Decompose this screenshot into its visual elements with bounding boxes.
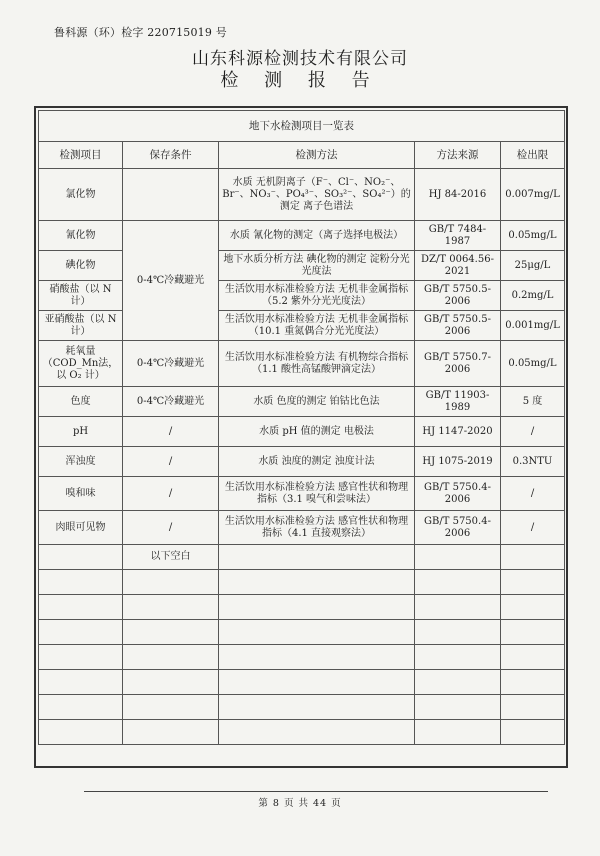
limit-cell: / (501, 511, 565, 545)
source-cell: GB/T 5750.5-2006 (415, 311, 501, 341)
source-cell: DZ/T 0064.56-2021 (415, 251, 501, 281)
method-cell: 生活饮用水标准检验方法 有机物综合指标（1.1 酸性高锰酸钾滴定法） (219, 341, 415, 387)
method-cell: 水质 无机阴离子（F⁻、Cl⁻、NO₂⁻、Br⁻、NO₃⁻、PO₄³⁻、SO₃²⁻、SO₄²⁻）的测定 离子色谱法 (219, 169, 415, 221)
method-cell: 生活饮用水标准检验方法 无机非金属指标（5.2 紫外分光光度法） (219, 281, 415, 311)
source-cell: HJ 1147-2020 (415, 417, 501, 447)
source-cell: HJ 84-2016 (415, 169, 501, 221)
limit-cell: 0.05mg/L (501, 341, 565, 387)
table-row (39, 447, 565, 477)
limit-cell: 5 度 (501, 387, 565, 417)
blank-row (39, 595, 565, 620)
item-cell: 浑浊度 (39, 447, 123, 477)
report-title: 检 测 报 告 (220, 70, 380, 91)
table-row (39, 311, 565, 341)
method-cell: 生活饮用水标准检验方法 无机非金属指标（10.1 重氮偶合分光光度法） (219, 311, 415, 341)
col-header-source: 方法来源 (415, 142, 501, 169)
table-row (39, 417, 565, 447)
limit-cell: 0.007mg/L (501, 169, 565, 221)
method-cell: 生活饮用水标准检验方法 感官性状和物理指标（4.1 直接观察法） (219, 511, 415, 545)
col-header-method: 检测方法 (219, 142, 415, 169)
table-row (39, 511, 565, 545)
storage-cell: 0-4℃冷藏避光 (123, 387, 219, 417)
item-cell: 嗅和味 (39, 477, 123, 511)
limit-cell: 0.2mg/L (501, 281, 565, 311)
limit-cell: / (501, 477, 565, 511)
table-row (39, 169, 565, 221)
item-cell: 耗氧量（COD_Mn法，以 O₂ 计） (39, 341, 123, 387)
blank-row (39, 695, 565, 720)
results-table (38, 110, 565, 745)
document-number: 鲁科源（环）检字 220715019 号 (54, 26, 227, 39)
limit-cell: 25μg/L (501, 251, 565, 281)
col-header-storage: 保存条件 (123, 142, 219, 169)
source-cell: GB/T 7484-1987 (415, 221, 501, 251)
item-cell: 碘化物 (39, 251, 123, 281)
table-row (39, 341, 565, 387)
source-cell: GB/T 5750.4-2006 (415, 511, 501, 545)
blank-row (39, 670, 565, 695)
limit-cell: 0.3NTU (501, 447, 565, 477)
method-cell: 水质 pH 值的测定 电极法 (219, 417, 415, 447)
page-number: 第 8 页 共 44 页 (258, 798, 342, 809)
storage-cell: / (123, 477, 219, 511)
item-cell: 肉眼可见物 (39, 511, 123, 545)
col-header-item: 检测项目 (39, 142, 123, 169)
source-cell: HJ 1075-2019 (415, 447, 501, 477)
limit-cell: 0.001mg/L (501, 311, 565, 341)
table-row (39, 251, 565, 281)
table-caption: 地下水检测项目一览表 (39, 111, 565, 142)
method-cell: 水质 浊度的测定 浊度计法 (219, 447, 415, 477)
storage-cell: / (123, 511, 219, 545)
table-row (39, 221, 565, 251)
table-row (39, 477, 565, 511)
blank-note: 以下空白 (123, 545, 219, 570)
item-cell: 亚硝酸盐（以 N 计） (39, 311, 123, 341)
blank-row (39, 645, 565, 670)
source-cell: GB/T 5750.4-2006 (415, 477, 501, 511)
source-cell: GB/T 11903-1989 (415, 387, 501, 417)
limit-cell: 0.05mg/L (501, 221, 565, 251)
blank-row (39, 570, 565, 595)
method-cell: 水质 氰化物的测定（离子选择电极法） (219, 221, 415, 251)
storage-cell (123, 169, 219, 221)
table-row (39, 281, 565, 311)
storage-cell: / (123, 447, 219, 477)
source-cell: GB/T 5750.5-2006 (415, 281, 501, 311)
item-cell: 氯化物 (39, 169, 123, 221)
item-cell: 硝酸盐（以 N 计） (39, 281, 123, 311)
storage-cell: / (123, 417, 219, 447)
company-name: 山东科源检测技术有限公司 (192, 49, 408, 69)
footer-divider (84, 791, 548, 792)
limit-cell: / (501, 417, 565, 447)
col-header-limit: 检出限 (501, 142, 565, 169)
blank-row (39, 620, 565, 645)
storage-cell: 0-4℃冷藏避光 (123, 341, 219, 387)
source-cell: GB/T 5750.7-2006 (415, 341, 501, 387)
blank-row (39, 545, 565, 570)
storage-cell: 0-4℃冷藏避光 (123, 221, 219, 341)
method-cell: 水质 色度的测定 铂钴比色法 (219, 387, 415, 417)
item-cell: 氰化物 (39, 221, 123, 251)
item-cell: pH (39, 417, 123, 447)
method-cell: 生活饮用水标准检验方法 感官性状和物理指标（3.1 嗅气和尝味法） (219, 477, 415, 511)
table-row (39, 387, 565, 417)
header-row (39, 142, 565, 169)
method-cell: 地下水质分析方法 碘化物的测定 淀粉分光光度法 (219, 251, 415, 281)
item-cell: 色度 (39, 387, 123, 417)
blank-row (39, 720, 565, 745)
